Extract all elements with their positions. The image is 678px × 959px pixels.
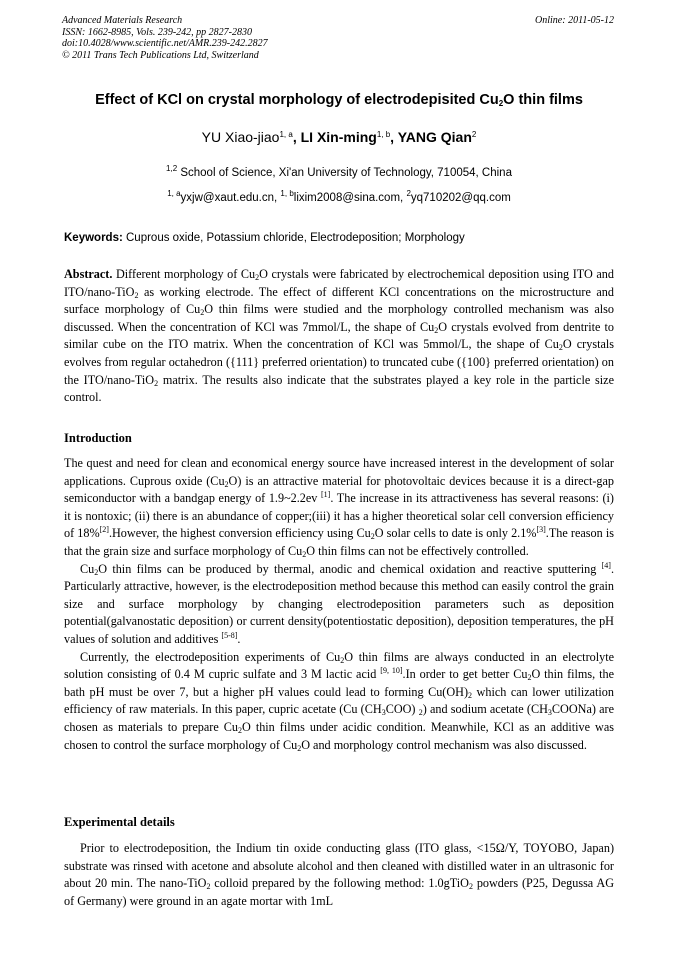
experimental-heading: Experimental details [64,815,175,829]
paper-title: Effect of KCl on crystal morphology of electrodepisited $Cu_2O$ thin films [95,92,583,108]
journal-name: Advanced Materials Research [62,15,183,26]
online-date: Online: 2011-05-12 [535,15,614,26]
introduction-heading: Introduction [64,431,132,445]
experimental-paragraph-1: Prior to electrodeposition, the Indium tin oxide conducting glass (ITO glass, <15Ω/Υ, TOYOBO, Japan) substrate was rinsed with acetone and absolute alcohol and then cleaned with distilled water in an ultrasonic for about 20 min. The nano-TiO$_2$ colloid prepared by the following method: 1.0gTiO$_2$ powders (P25, Degussa AG of Germany) were ground in an agate mortar with 1mL [64,841,615,908]
intro-paragraph-2: $Cu_2O$ thin films can be produced by thermal, anodic and chemical oxidation and reactive sputtering [4]. Particularly attractive, however, is the electrodeposition method because this method can easily control the grain size and surface morphology by changing electrodeposition parameters such as deposition potential(galvanostatic deposition) or current density(potentiostatic deposition), deposition temperatures, the pH values of solution and additives [5-8]. [64,560,614,646]
issn-line: ISSN: 1662-8985, Vols. 239-242, pp 2827-2830 [62,26,252,38]
author-emails: $^{1, a}$yxjw@xaut.edu.cn, $^{1, b}$lixim2008@sina.com, $^2$yq710202@qq.com [167,189,511,204]
copyright-line: © 2011 Trans Tech Publications Ltd, Switzerland [62,49,259,61]
journal-header [62,15,268,61]
keywords: Keywords: Cuprous oxide, Potassium chloride, Electrodeposition; Morphology [64,232,465,244]
abstract: Abstract. Different morphology of $Cu_2O$ crystals were fabricated by electrochemical deposition using ITO and ITO/nano-TiO$_2$ as working electrode. The effect of different KCl concentrations on the microstructure and surface morphology of $Cu_2O$ thin films were studied and the morphology controlled mechanism was also discussed. When the concentration of KCl was 7mmol/L, the shape of $Cu_2O$ crystals evolved from dentrite to similar cube on the ITO matrix. When the concentration of KCl was 5mmol/L, the shape of $Cu_2O$ crystals evolves from regular octahedron ({111} preferred orientation) to truncated cube ({100} preferred orientation) on the ITO/nano-TiO$_2$ matrix. The results also indicate that the substrates played a key role in the particle size control. [64,267,614,405]
keywords-label: Keywords: [64,232,123,244]
intro-paragraph-1: The quest and need for clean and economical energy source have increased interest in the development of solar applications. Cuprous oxide $(Cu_2O)$ is an attractive material for photovoltaic devices because it is a direct-gap semiconductor with a bandgap energy of 1.9~2.2ev [1]. The increase in its attractiveness has several reasons: (i) it is nontoxic; (ii) there is an abundance of copper;(iii) it has a higher theoretical solar cell conversion efficiency of 18%[2].However, the highest conversion efficiency using $Cu_2O$ solar cells to date is only 2.1%[3].The reason is that the grain size and surface morphology of $Cu_2O$ thin films can not be effectively controlled. [64,456,614,559]
introduction-body [64,455,614,754]
abstract-label: Abstract. [64,267,113,281]
author-list: YU Xiao-jiao$^{1, a}$, LI Xin-ming$^{1, b}$, YANG Qian$^2$ [201,129,477,145]
intro-paragraph-3: Currently, the electrodeposition experiments of $Cu_2O$ thin films are always conducted in an electrolyte solution consisting of 0.4 M cupric sulfate and 3 M lactic acid [9, 10].In order to get better $Cu_2O$ thin films, the bath pH must be over 7, but a higher pH values could lead to forming $Cu(OH)_2$ which can lower utilization efficiency of raw materials. In this paper, cupric acetate (Cu $(CH_3COO)$ $_2$) and sodium acetate $(CH_3COONa)$ are chosen as materials to prepare $Cu_2O$ thin films under acidic condition. Meanwhile, KCl as an additive was chosen to control the surface morphology of $Cu_2O$ and morphology control mechanism was also discussed. [64,649,614,753]
experimental-body [64,840,614,910]
doi-line: doi:10.4028/www.scientific.net/AMR.239-242.2827 [62,38,268,49]
affiliation: $^{1,2}$ School of Science, Xi'an University of Technology, 710054, China [166,164,512,179]
